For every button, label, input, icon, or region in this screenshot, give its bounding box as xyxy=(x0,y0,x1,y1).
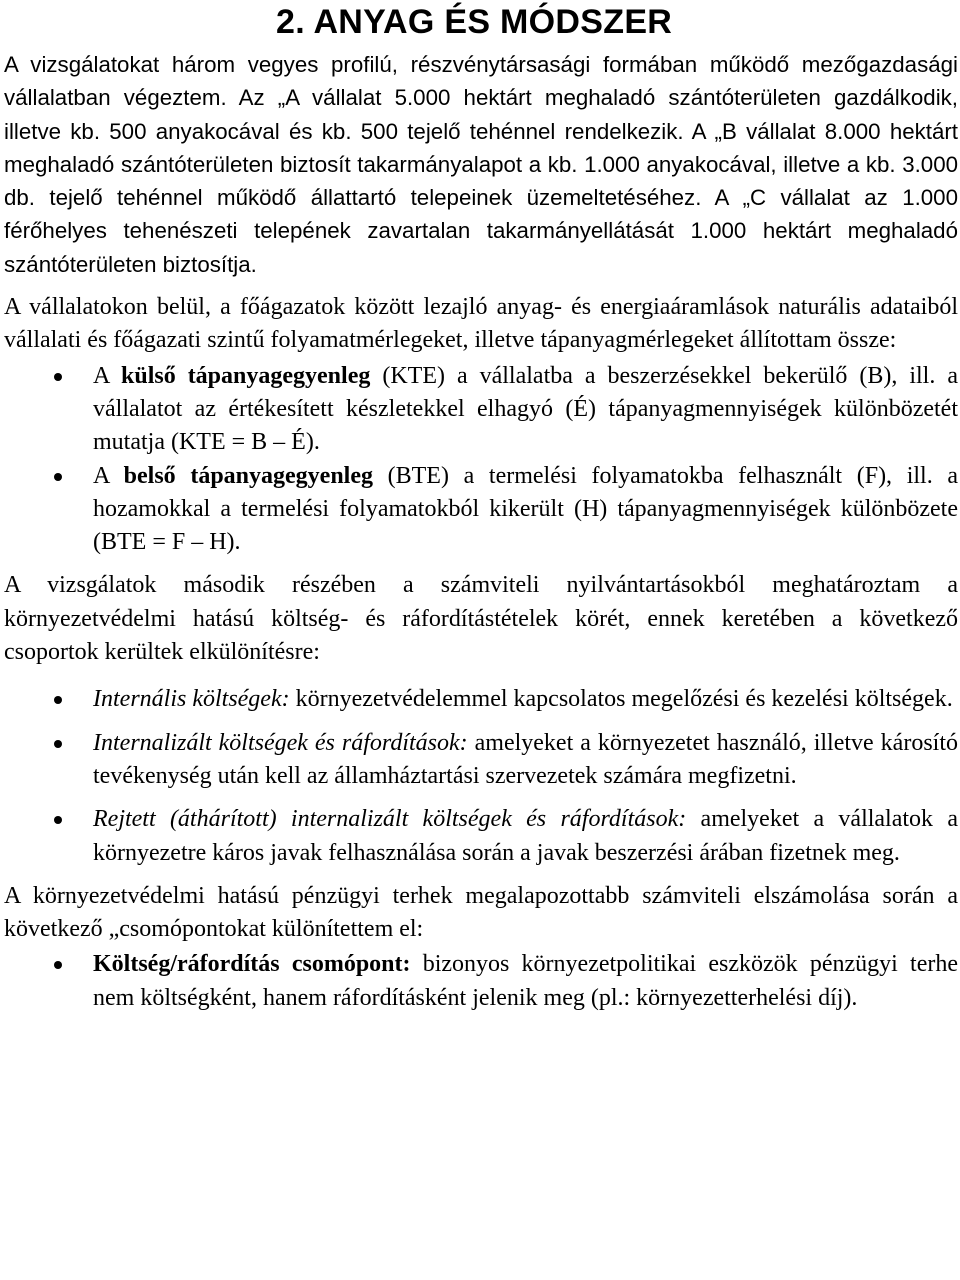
bullet-icon xyxy=(54,696,62,704)
paragraph-nodes-intro: A környezetvédelmi hatású pénzügyi terhek megalapozottabb számviteli elszámolása során a következő „csomópontokat különítettem el: xyxy=(4,882,958,943)
nodes-list xyxy=(4,948,958,1015)
bullet-icon xyxy=(54,961,62,969)
nutrient-balance-list xyxy=(4,360,958,560)
bullet-icon xyxy=(54,740,62,748)
list-item: Költség/ráfordítás csomópont: bizonyos környezetpolitikai eszközök pénzügyi terhe nem költségként, hanem ráfordításként jelenik meg (pl.: környezetterhelési díj). xyxy=(4,948,958,1015)
bullet-icon xyxy=(54,816,62,824)
bullet-icon xyxy=(54,473,62,481)
paragraph-balances-intro: A vállalatokon belül, a főágazatok között lezajló anyag- és energiaáramlások naturális adataiból vállalati és főágazati szintű folyamatmérlegeket, illetve tápanyagmérlegeket állítottam össze: xyxy=(4,294,958,354)
term-bte: belső tápanyagegyenleg xyxy=(123,462,373,489)
term-cost-node: Költség/ráfordítás csomópont: xyxy=(93,951,411,978)
list-item: Rejtett (áthárított) internalizált költségek és ráfordítások: amelyeket a vállalatok a környezetre káros javak felhasználása során a javak beszerzési árában fizetnek meg. xyxy=(4,803,958,870)
cost-groups-list xyxy=(4,683,958,869)
paragraph-companies: A vizsgálatokat három vegyes profilú, részvénytársasági formában működő mezőgazdasági vállalatban végeztem. Az „A vállalat 5.000 hektárt meghaladó szántóterületen gazdálkodik, illetve kb. 500 anyakocával és kb. 500 tejelő tehénnel rendelkezik. A „B vállalat 8.000 hektárt meghaladó szántóterületen biztosít takarmányalapot a kb. 1.000 anyakocával, illetve a kb. 3.000 db. tejelő tehénnel működő állattartó telepeinek üzemeltetéséhez. A „C vállalat az 1.000 férőhelyes tehenészeti telepének zavartalan takarmányellátását 1.000 hektárt meghaladó szántóterületen biztosítja. xyxy=(4,52,958,277)
list-item: A belső tápanyagegyenleg (BTE) a termelési folyamatokba felhasznált (F), ill. a hozamokkal a termelési folyamatokból kikerült (H) tápanyagmennyiségek különbözete (BTE = F – H). xyxy=(4,460,958,560)
list-item: Internális költségek: környezetvédelemmel kapcsolatos megelőzési és kezelési költségek. xyxy=(4,683,958,716)
term-internal-costs: Internális költségek: xyxy=(93,686,290,713)
term-hidden-costs: Rejtett (áthárított) internalizált költségek és ráfordítások: xyxy=(93,806,687,833)
term-internalized-costs: Internalizált költségek és ráfordítások: xyxy=(93,729,468,756)
list-item: Internalizált költségek és ráfordítások: amelyeket a környezetet használó, illetve károsító tevékenység után kell az államháztartási szervezetek számára megfizetni. xyxy=(4,727,958,794)
term-kte: külső tápanyagegyenleg xyxy=(121,362,371,389)
list-item: A külső tápanyagegyenleg (KTE) a vállalatba a beszerzésekkel bekerülő (B), ill. a vállalatot az értékesített készletekkel elhagyó (É) tápanyagmennyiségek különbözetét mutatja (KTE = B – É). xyxy=(4,360,958,460)
bullet-icon xyxy=(54,373,62,381)
section-title: 2. ANYAG ÉS MÓDSZER xyxy=(276,3,673,41)
paragraph-accounting-intro: A vizsgálatok második részében a számviteli nyilvántartásokból meghatároztam a környezetvédelmi hatású költség- és ráfordítástételek körét, ennek keretében a következő csoportok kerültek elkülönítésre: xyxy=(4,572,958,666)
